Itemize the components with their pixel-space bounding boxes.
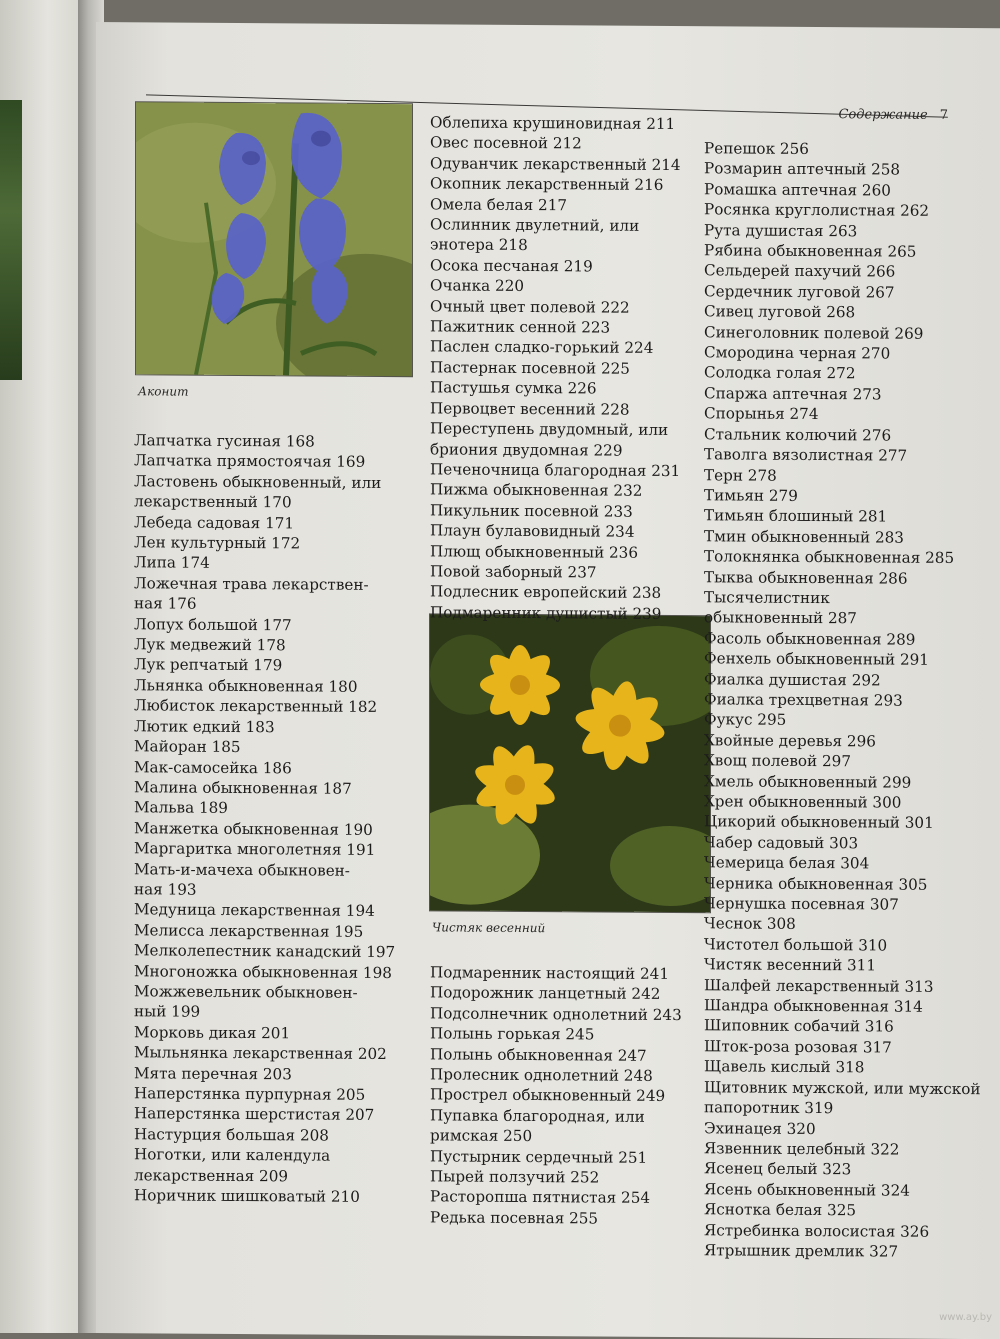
index-entry: Розмарин аптечный 258 xyxy=(704,159,901,180)
index-entry: Фенхель обыкновенный 291 xyxy=(704,649,929,669)
index-entry: Печеночница благородная 231 xyxy=(430,460,681,480)
index-entry: Расторопша пятнистая 254 xyxy=(430,1187,651,1208)
index-entry: Язвенник целебный 322 xyxy=(704,1139,900,1159)
index-entry: Подсолнечник однолетний 243 xyxy=(430,1004,682,1024)
index-column-right xyxy=(704,138,980,1262)
index-entry: Хрен обыкновенный 300 xyxy=(704,792,902,812)
index-entry: Ясенец белый 323 xyxy=(704,1159,852,1179)
index-entry: Редька посевная 255 xyxy=(430,1208,599,1228)
index-entry: Цикорий обыкновенный 301 xyxy=(704,812,934,833)
index-entry: Пастушья сумка 226 xyxy=(430,378,597,398)
index-entry: Мать-и-мачеха обыкновен- xyxy=(134,859,350,880)
index-entry: Лапчатка прямостоячая 169 xyxy=(134,451,366,472)
index-entry: Многоножка обыкновенная 198 xyxy=(134,961,392,982)
index-entry: Чемерица белая 304 xyxy=(704,853,870,873)
index-entry: Паслен сладко-горький 224 xyxy=(430,337,654,358)
index-entry: Пырей ползучий 252 xyxy=(430,1167,600,1187)
index-entry: Синеголовник полевой 269 xyxy=(704,322,924,343)
index-entry: Черника обыкновенная 305 xyxy=(704,873,928,894)
index-entry: Чернушка посевная 307 xyxy=(704,894,899,914)
index-entry: бриония двудомная 229 xyxy=(430,439,623,460)
index-entry: Очанка 220 xyxy=(430,276,525,296)
index-entry: Первоцвет весенний 228 xyxy=(430,399,630,419)
index-entry: Морковь дикая 201 xyxy=(134,1023,291,1043)
index-entry: Подлесник европейский 238 xyxy=(430,582,662,603)
blue-flower-photo-icon xyxy=(136,102,412,376)
index-entry: Сердечник луговой 267 xyxy=(704,282,895,302)
index-entry: Фиалка душистая 292 xyxy=(704,669,881,690)
index-entry: Чабер садовый 303 xyxy=(704,833,859,853)
index-entry: Стальник колючий 276 xyxy=(704,424,892,445)
index-entry: Пижма обыкновенная 232 xyxy=(430,480,643,501)
index-entry: Пустырник сердечный 251 xyxy=(430,1146,648,1167)
index-entry: Подмаренник душистый 239 xyxy=(430,603,662,623)
index-entry: Мелисса лекарственная 195 xyxy=(134,921,364,941)
section-title: Содержание xyxy=(838,107,928,123)
index-entry: римская 250 xyxy=(430,1126,533,1146)
index-entry: Чеснок 308 xyxy=(704,914,796,934)
index-entry: Омела белая 217 xyxy=(430,194,568,214)
index-entry: Фукус 295 xyxy=(704,710,787,730)
index-entry: Щавель кислый 318 xyxy=(704,1057,865,1077)
book-page xyxy=(96,22,1000,1339)
index-entry: Росянка круглолистная 262 xyxy=(704,200,930,221)
index-entry: Лапчатка гусиная 168 xyxy=(134,431,315,451)
index-entry: Рута душистая 263 xyxy=(704,220,858,240)
index-entry: Сельдерей пахучий 266 xyxy=(704,261,896,282)
index-entry: Плющ обыкновенный 236 xyxy=(430,541,639,562)
index-entry: Толокнянка обыкновенная 285 xyxy=(704,547,955,568)
celandine-caption: Чистяк весенний xyxy=(432,920,546,936)
index-entry: энотера 218 xyxy=(430,235,528,255)
index-entry: Тыква обыкновенная 286 xyxy=(704,567,908,588)
index-entry: Эхинацея 320 xyxy=(704,1118,816,1138)
index-entry: Полынь горькая 245 xyxy=(430,1024,595,1044)
index-entry: Ястребинка волосистая 326 xyxy=(704,1220,930,1241)
index-entry: Чистотел большой 310 xyxy=(704,935,888,955)
index-entry: Подорожник ланцетный 242 xyxy=(430,983,661,1004)
index-entry: Шиповник собачий 316 xyxy=(704,1016,894,1037)
index-entry: Любисток лекарственный 182 xyxy=(134,696,378,717)
index-entry: Тимьян 279 xyxy=(704,486,798,505)
index-entry: Подмаренник настоящий 241 xyxy=(430,963,669,984)
index-entry: Майоран 185 xyxy=(134,737,241,757)
index-entry: Ослинник двулетний, или xyxy=(430,215,640,235)
index-entry: Полынь обыкновенная 247 xyxy=(430,1044,647,1065)
index-entry: Лук медвежий 178 xyxy=(134,635,286,655)
index-entry: обыкновенный 287 xyxy=(704,608,857,628)
index-entry: Пикульник посевной 233 xyxy=(430,501,633,521)
index-entry: ная 193 xyxy=(134,880,197,899)
index-entry: Таволга вязолистная 277 xyxy=(704,445,908,465)
page-header xyxy=(839,107,948,123)
index-entry: Пупавка благородная, или xyxy=(430,1106,645,1126)
index-entry: Шалфей лекарственный 313 xyxy=(704,975,934,996)
index-entry: Наперстянка шерстистая 207 xyxy=(134,1104,375,1125)
index-entry: папоротник 319 xyxy=(704,1098,834,1118)
index-entry: Мальва 189 xyxy=(134,798,228,818)
index-entry: Медуница лекарственная 194 xyxy=(134,900,375,921)
previous-page-edge xyxy=(0,0,80,1333)
index-entry: Ластовень обыкновенный, или xyxy=(134,472,382,492)
index-entry: Сивец луговой 268 xyxy=(704,302,856,322)
aconite-caption: Аконит xyxy=(138,384,189,399)
index-entry: Прострел обыкновенный 249 xyxy=(430,1085,666,1106)
index-entry: Фасоль обыкновенная 289 xyxy=(704,628,916,649)
index-entry: Спаржа аптечная 273 xyxy=(704,384,882,404)
index-entry: Ятрышник дремлик 327 xyxy=(704,1241,899,1261)
index-entry: лекарственный 170 xyxy=(134,492,292,512)
aconite-photo xyxy=(136,102,412,376)
index-entry: Хвощ полевой 297 xyxy=(704,751,851,771)
index-entry: Норичник шишковатый 210 xyxy=(134,1186,360,1206)
index-entry: Яснотка белая 325 xyxy=(704,1200,857,1220)
index-entry: Мята перечная 203 xyxy=(134,1063,292,1083)
index-entry: Ложечная трава лекарствен- xyxy=(134,574,369,594)
index-entry: Пролесник однолетний 248 xyxy=(430,1065,653,1085)
index-entry: Тимьян блошиный 281 xyxy=(704,506,888,526)
index-entry: Ясень обыкновенный 324 xyxy=(704,1179,910,1200)
previous-page-photo-strip xyxy=(0,100,22,380)
index-entry: ная 176 xyxy=(134,594,197,613)
index-entry: Повой заборный 237 xyxy=(430,562,597,582)
index-entry: Ноготки, или календула xyxy=(134,1145,331,1165)
index-entry: Шандра обыкновенная 314 xyxy=(704,996,923,1016)
index-entry: Солодка голая 272 xyxy=(704,363,856,383)
index-entry: Тысячелистник xyxy=(704,588,830,608)
index-entry: Настурция большая 208 xyxy=(134,1125,329,1145)
index-entry: Ромашка аптечная 260 xyxy=(704,180,891,200)
index-entry: лекарственная 209 xyxy=(134,1165,289,1185)
index-entry: Мак-самосейка 186 xyxy=(134,757,292,777)
index-entry: Шток-роза розовая 317 xyxy=(704,1037,892,1057)
index-entry: Овес посевной 212 xyxy=(430,133,582,153)
index-entry: Липа 174 xyxy=(134,553,210,573)
index-entry: Одуванчик лекарственный 214 xyxy=(430,154,681,174)
index-column-left xyxy=(134,430,395,1207)
index-entry: Пастернак посевной 225 xyxy=(430,358,630,378)
index-column-middle-bottom xyxy=(430,962,682,1229)
index-entry: Мелколепестник канадский 197 xyxy=(134,941,396,962)
index-entry: Лютик едкий 183 xyxy=(134,716,275,736)
index-entry: Лен культурный 172 xyxy=(134,533,301,553)
index-entry: Окопник лекарственный 216 xyxy=(430,174,664,195)
index-entry: Спорынья 274 xyxy=(704,404,819,424)
index-entry: Очный цвет полевой 222 xyxy=(430,296,630,317)
index-entry: Плаун булавовидный 234 xyxy=(430,521,635,541)
index-entry: Можжевельник обыкновен- xyxy=(134,982,358,1002)
index-entry: Манжетка обыкновенная 190 xyxy=(134,818,373,839)
index-entry: Хвойные деревья 296 xyxy=(704,731,876,751)
index-entry: Чистяк весенний 311 xyxy=(704,955,877,975)
index-entry: Лопух большой 177 xyxy=(134,614,292,635)
index-entry: Фиалка трехцветная 293 xyxy=(704,690,903,710)
watermark: www.ay.by xyxy=(939,1312,992,1323)
index-entry: Облепиха крушиновидная 211 xyxy=(430,113,676,134)
index-entry: Льнянка обыкновенная 180 xyxy=(134,676,358,696)
index-entry: Наперстянка пурпурная 205 xyxy=(134,1084,366,1104)
index-entry: ный 199 xyxy=(134,1002,201,1022)
index-entry: Лебеда садовая 171 xyxy=(134,512,295,533)
index-entry: Малина обыкновенная 187 xyxy=(134,778,352,798)
index-column-middle-top xyxy=(430,112,681,624)
page-number: 7 xyxy=(939,107,948,123)
celandine-photo xyxy=(430,614,710,912)
index-entry: Пажитник сенной 223 xyxy=(430,317,611,337)
index-entry: Маргаритка многолетняя 191 xyxy=(134,839,376,860)
index-entry: Щитовник мужской, или мужской xyxy=(704,1077,981,1098)
index-entry: Хмель обыкновенный 299 xyxy=(704,771,912,792)
index-entry: Лук репчатый 179 xyxy=(134,655,283,675)
index-entry: Осока песчаная 219 xyxy=(430,256,593,276)
index-entry: Репешок 256 xyxy=(704,139,809,158)
index-entry: Переступень двудомный, или xyxy=(430,419,669,440)
index-entry: Смородина черная 270 xyxy=(704,343,891,363)
yellow-flower-photo-icon xyxy=(430,614,710,912)
index-entry: Рябина обыкновенная 265 xyxy=(704,241,917,261)
index-entry: Тмин обыкновенный 283 xyxy=(704,526,904,547)
index-entry: Мыльнянка лекарственная 202 xyxy=(134,1043,387,1064)
index-entry: Терн 278 xyxy=(704,465,777,485)
